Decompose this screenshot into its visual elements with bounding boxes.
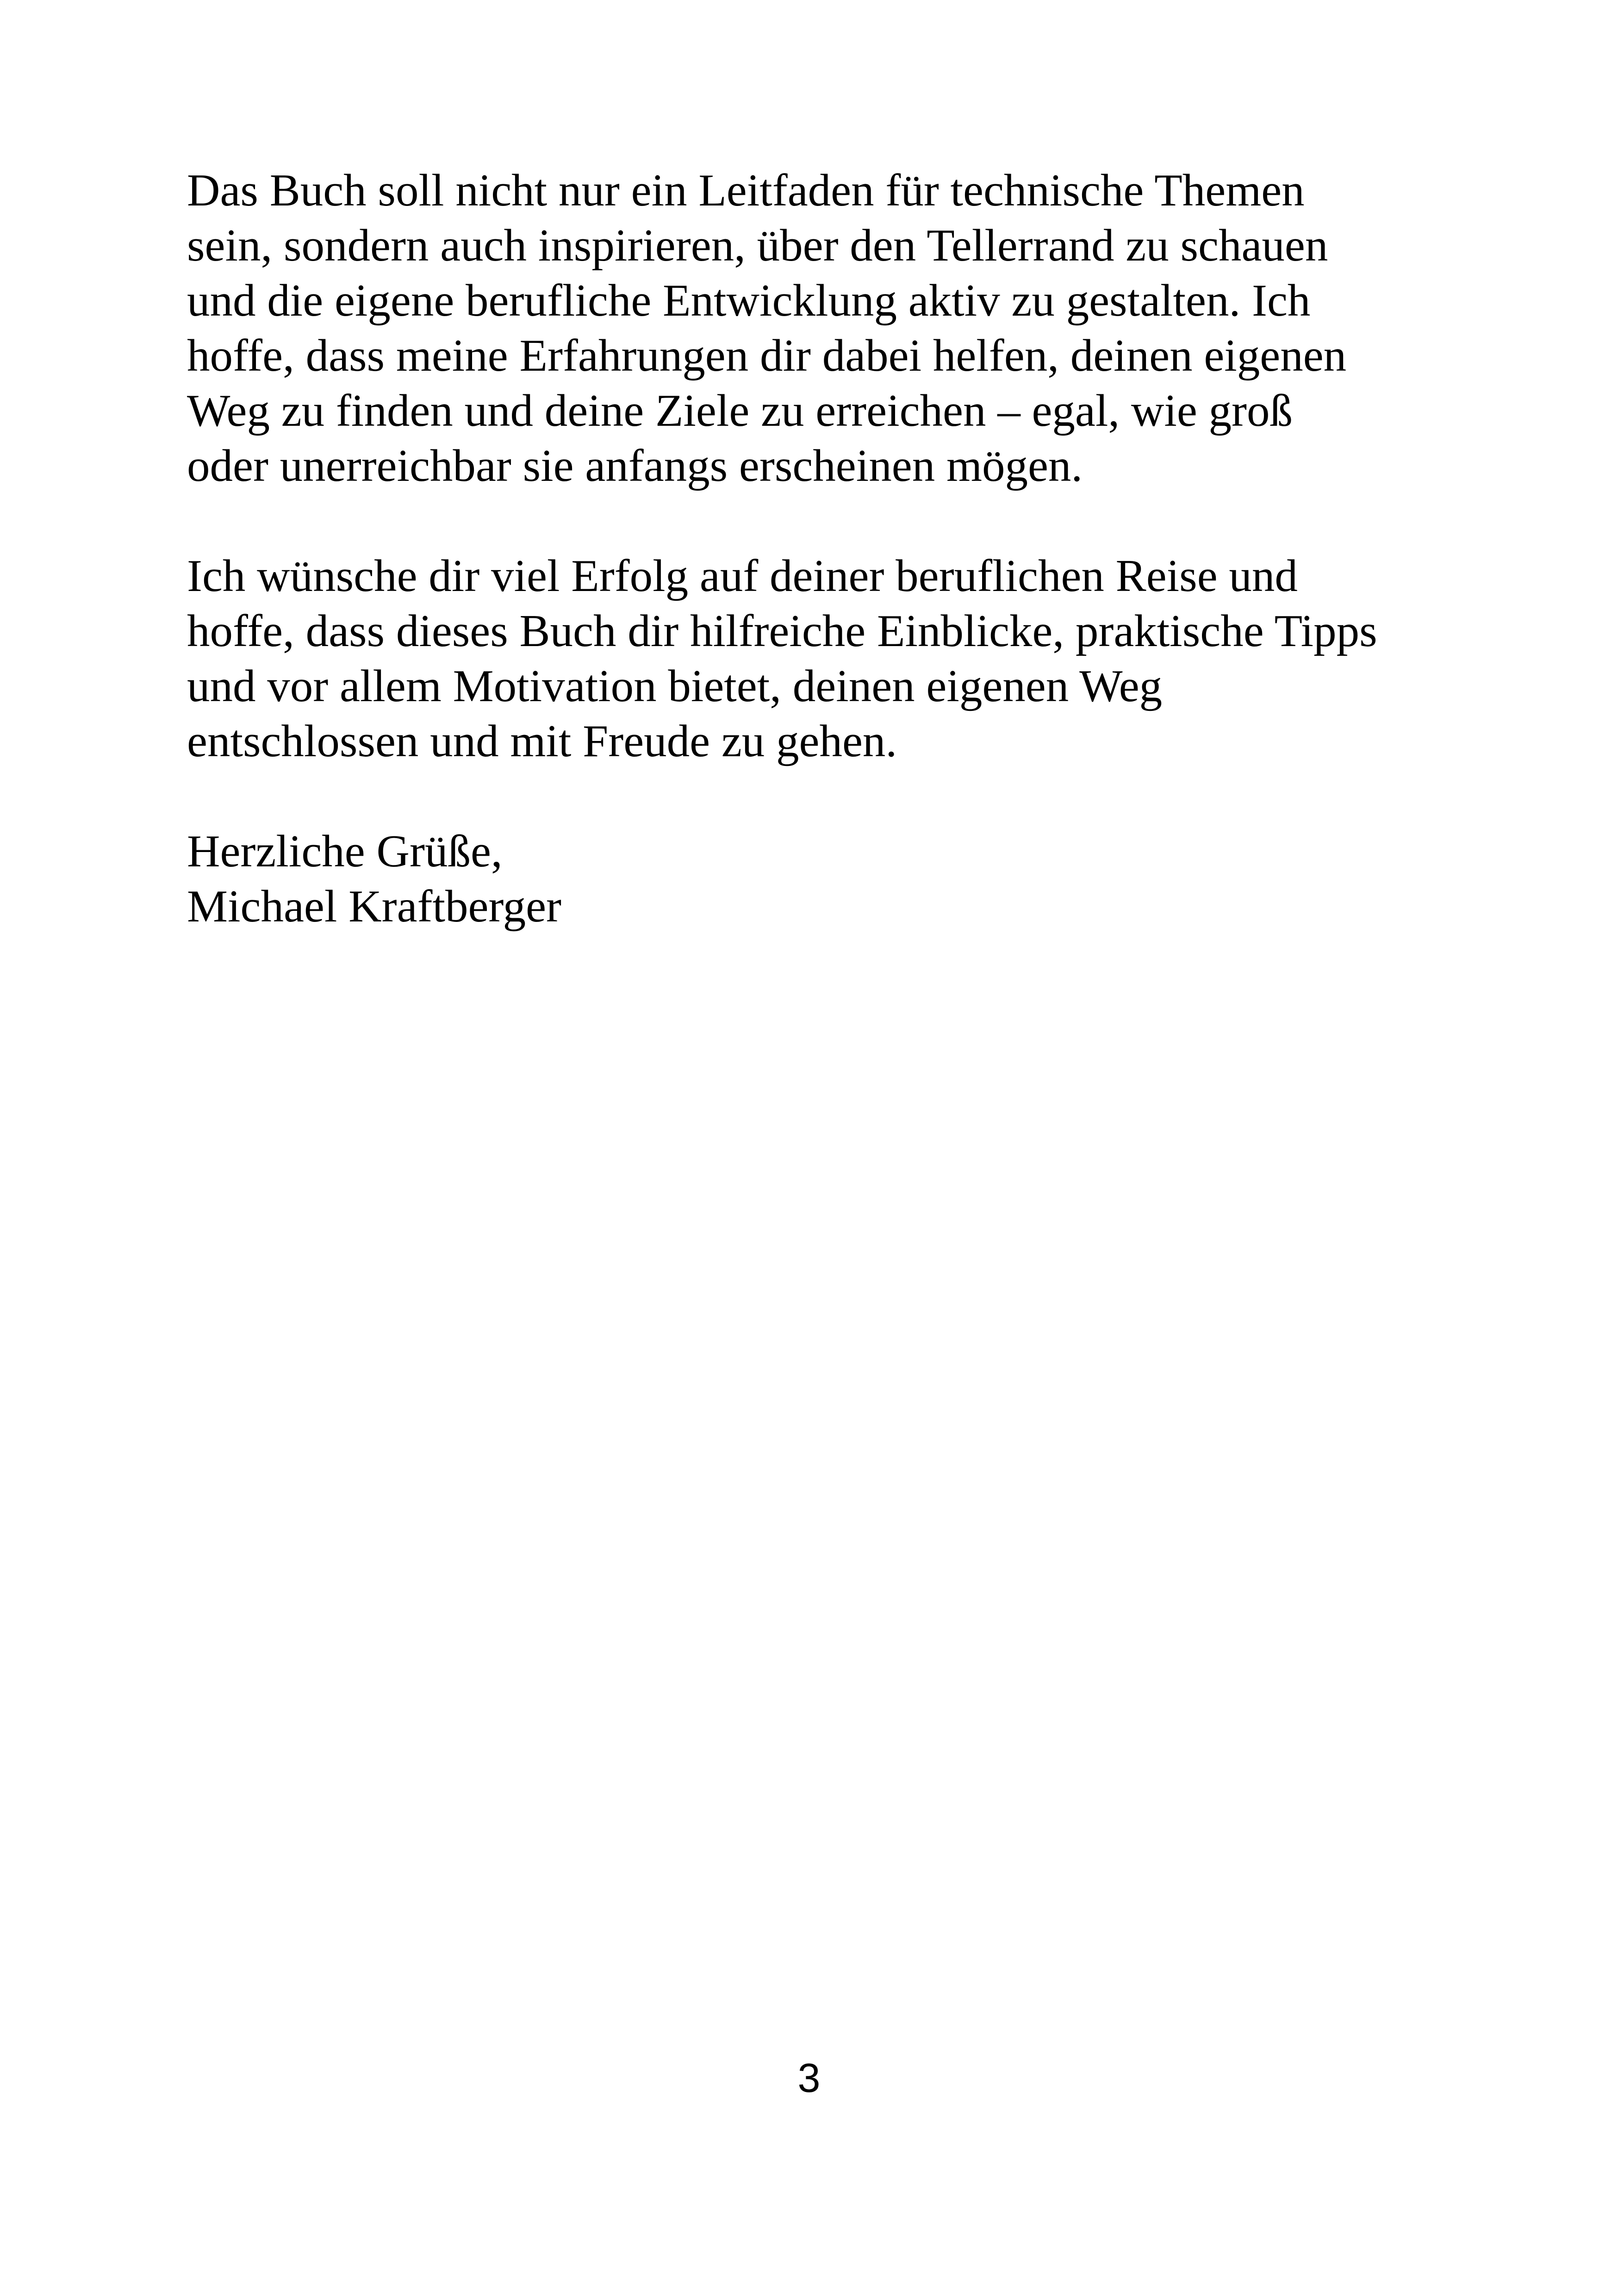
text-line: und vor allem Motivation bietet, deinen eigenen Weg (187, 661, 1163, 711)
text-line: hoffe, dass dieses Buch dir hilfreiche Einblicke, praktische Tipps (187, 606, 1377, 656)
text-line: Das Buch soll nicht nur ein Leitfaden für technische Themen (187, 165, 1305, 216)
author-name: Michael Kraftberger (187, 881, 562, 932)
text-line: und die eigene berufliche Entwicklung aktiv zu gestalten. Ich (187, 275, 1311, 326)
closing-greeting: Herzliche Grüße, (187, 826, 503, 877)
text-line: hoffe, dass meine Erfahrungen dir dabei helfen, deinen eigenen (187, 330, 1347, 381)
body-text (187, 163, 1460, 989)
paragraph-signature (187, 824, 1460, 934)
page-number: 3 (797, 2055, 821, 2101)
paragraph-wishes (187, 548, 1460, 769)
text-line: entschlossen und mit Freude zu gehen. (187, 716, 897, 766)
text-line: oder unerreichbar sie anfangs erscheinen mögen. (187, 441, 1083, 491)
paragraph-intro (187, 163, 1460, 493)
text-line: Ich wünsche dir viel Erfolg auf deiner beruflichen Reise und (187, 551, 1298, 601)
text-line: Weg zu finden und deine Ziele zu erreichen – egal, wie groß (187, 386, 1293, 436)
text-line: sein, sondern auch inspirieren, über den Tellerrand zu schauen (187, 220, 1328, 271)
